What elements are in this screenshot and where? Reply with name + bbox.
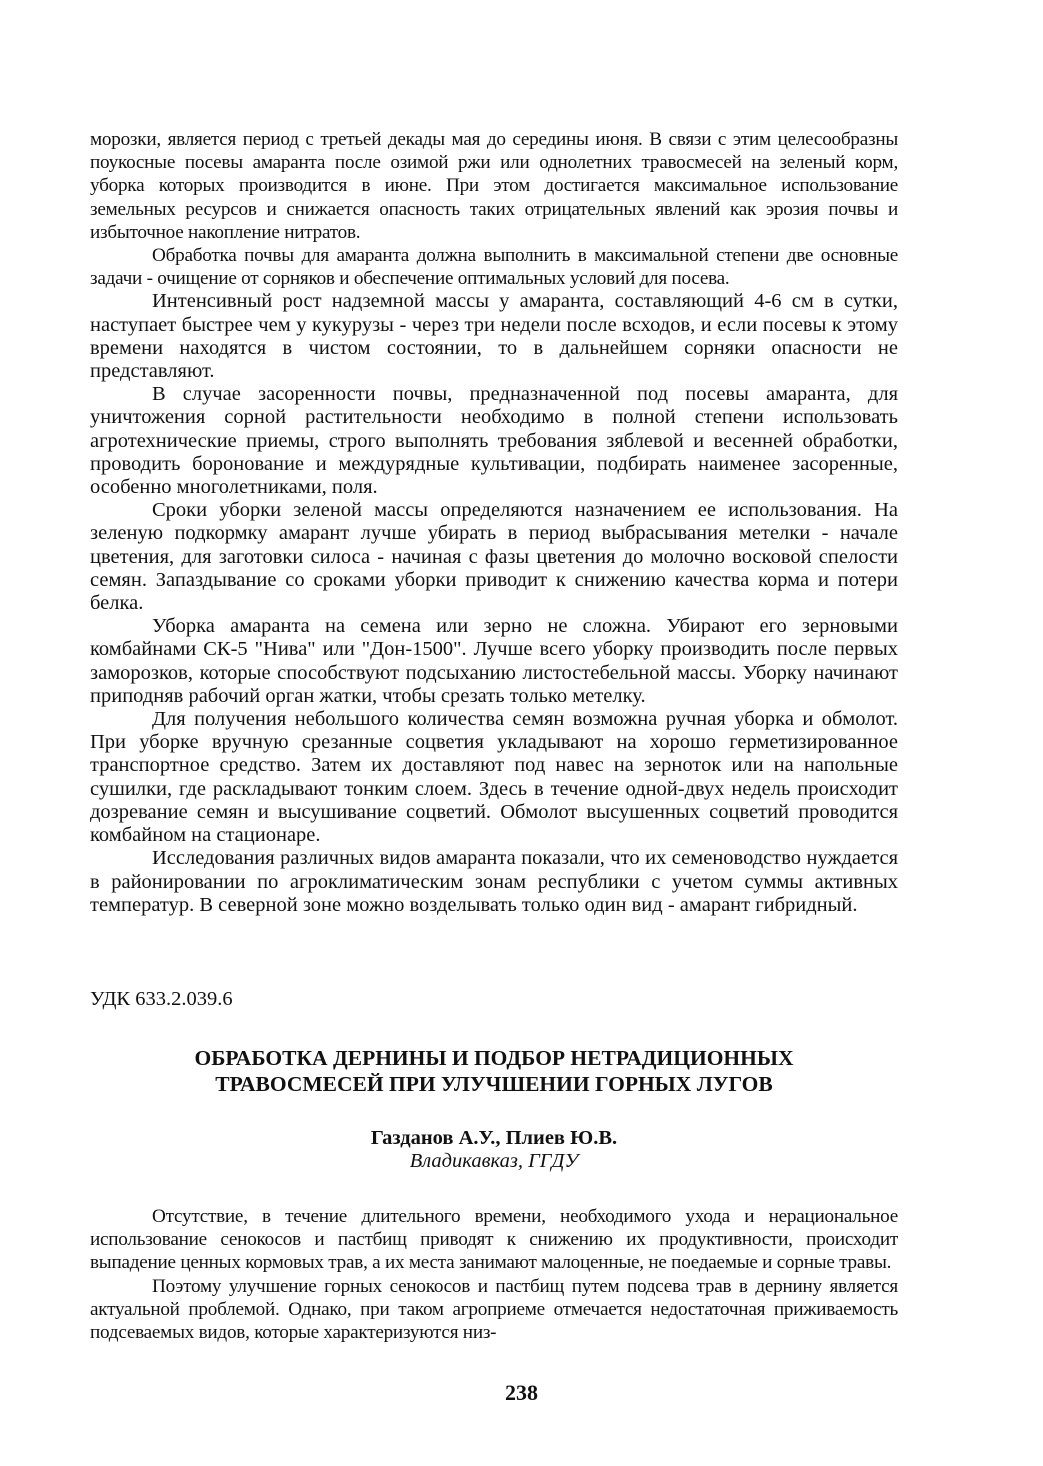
paragraph-harvest-timing: Сроки уборки зеленой массы определяются назначением ее использования. На зеленую подкормку амарант лучше убирать в период выбрасывания метелки - начале цветения, для заготовки силоса - начиная с фазы цветения до молочно восковой спелости семян. Запаздывание со сроками уборки приводит к снижению качества корма и потери белка. [90, 499, 898, 615]
paragraph-weeds: В случае засоренности почвы, предназначенной под посевы амаранта, для уничтожения сорной растительности необходимо в полной степени использовать агротехнические приемы, строго выполнять требования зяблевой и весенней обработки, проводить боронование и междурядные культивации, подбирать наименее засоренные, особенно многолетниками, поля. [90, 383, 898, 499]
abstract-gap [90, 1173, 898, 1205]
page-number: 238 [505, 1380, 538, 1405]
paragraph-soil-tasks: Обработка почвы для амаранта должна выполнить в максимальной степени две основные задачи - очищение от сорняков и обеспечение оптимальных условий для посева. [90, 245, 898, 290]
paragraph-seed-harvest: Уборка амаранта на семена или зерно не сложна. Убирают его зерновыми комбайнами СК-5 "Нива" или "Дон-1500". Лучше всего уборку производить после первых заморозков, которые способствуют подсыханию листостебельной массы. Уборку начинают приподняв рабочий орган жатки, чтобы срезать только метелку. [90, 615, 898, 707]
paragraph-research: Исследования различных видов амаранта показали, что их семеноводство нуждается в районировании по агроклиматическим зонам республики с учетом суммы активных температур. В северной зоне можно возделывать только один вид - амарант гибридный. [90, 847, 898, 916]
paragraph-growth: Интенсивный рост надземной массы у амаранта, составляющий 4-6 см в сутки, наступает быстрее чем у кукурузы - через три недели после всходов, и если посевы к этому времени находятся в чистом состоянии, то в дальнейшем сорняки опасности не представляют. [90, 290, 898, 383]
section-gap [90, 917, 898, 949]
paragraph-overseeding: Поэтому улучшение горных сенокосов и пастбищ путем подсева трав в дернину является актуальной проблемой. Однако, при таком агроприеме отмечается недостаточная приживаемость подсеваемых видов, которые характеризуются низ- [90, 1275, 898, 1343]
article-title-line-1: ОБРАБОТКА ДЕРНИНЫ И ПОДБОР НЕТРАДИЦИОННЫХ [194, 1045, 794, 1070]
paragraph-meadow-problem: Отсутствие, в течение длительного времени, необходимого ухода и нерациональное использование сенокосов и пастбищ приводят к снижению их продуктивности, происходит выпадение ценных кормовых трав, а их места занимают малоценные, не поедаемые и сорные травы. [90, 1205, 898, 1274]
article-title-line-2: ТРАВОСМЕСЕЙ ПРИ УЛУЧШЕНИИ ГОРНЫХ ЛУГОВ [215, 1071, 773, 1096]
article-affiliation: Владикавказ, ГГДУ [409, 1149, 579, 1172]
article-authors: Газданов А.У., Плиев Ю.В. [370, 1126, 618, 1149]
udc-code: УДК 633.2.039.6 [90, 987, 233, 1010]
article-title [90, 1045, 898, 1097]
page-body [90, 128, 898, 1344]
paragraph-manual-harvest: Для получения небольшого количества семян возможна ручная уборка и обмолот. При уборке вручную срезанные соцветия укладывают на хорошо герметизированное транспортное средство. Затем их доставляют под навес на зерноток или на напольные сушилки, где раскладывают тонким слоем. Здесь в течение одной-двух недель происходит дозревание семян и высушивание соцветий. Обмолот высушенных соцветий проводится комбайном на стационаре. [90, 708, 898, 847]
paragraph-intro: морозки, является период с третьей декады мая до середины июня. В связи с этим целесообразны поукосные посевы амаранта после озимой ржи или однолетних травосмесей на зеленый корм, уборка которых производится в июне. При этом достигается максимальное использование земельных ресурсов и снижается опасность таких отрицательных явлений как эрозия почвы и избыточное накопление нитратов. [90, 129, 898, 243]
